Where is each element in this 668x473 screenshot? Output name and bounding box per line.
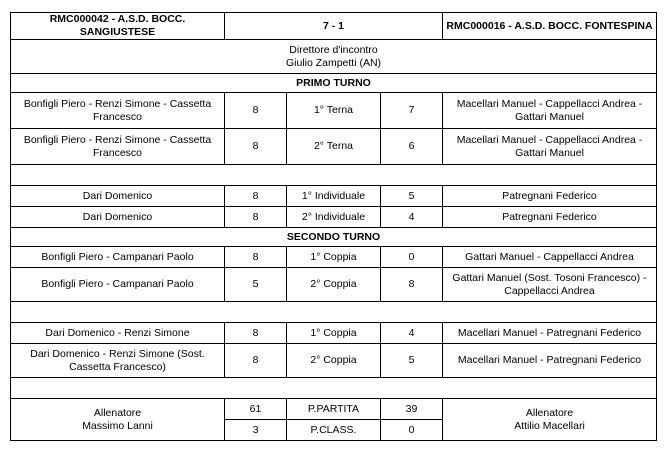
away-partita-points: 39 [381, 399, 443, 420]
away-score: 5 [381, 344, 443, 378]
totals-row [11, 399, 657, 420]
home-score: 8 [225, 129, 287, 165]
home-players: Bonfigli Piero - Renzi Simone - Cassetta Francesco [11, 129, 225, 165]
home-coach-cell [11, 399, 225, 441]
home-score: 8 [225, 93, 287, 129]
away-coach-label: Allenatore [525, 406, 574, 419]
home-team: RMC000042 - A.S.D. BOCC. SANGIUSTESE [11, 13, 225, 40]
away-players: Macellari Manuel - Cappellacci Andrea - Gattari Manuel [443, 129, 657, 165]
home-coach-name: Massimo Lanni [82, 419, 153, 432]
home-players: Bonfigli Piero - Campanari Paolo [11, 247, 225, 268]
spacer-row [11, 302, 657, 323]
match-score: 7 - 1 [225, 13, 443, 40]
second-round-title: SECONDO TURNO [11, 228, 657, 247]
game-row [11, 207, 657, 228]
away-players: Patregnani Federico [443, 207, 657, 228]
home-players: Bonfigli Piero - Campanari Paolo [11, 268, 225, 302]
game-type: 2° Terna [287, 129, 381, 165]
away-score: 8 [381, 268, 443, 302]
section-row [11, 228, 657, 247]
game-type: 1° Coppia [287, 247, 381, 268]
home-coach-label: Allenatore [93, 406, 142, 419]
away-coach-cell [443, 399, 657, 441]
away-score: 5 [381, 186, 443, 207]
match-report-table [10, 12, 657, 441]
home-players: Dari Domenico [11, 186, 225, 207]
section-row [11, 74, 657, 93]
director-label: Direttore d'incontro [289, 43, 378, 56]
partita-label: P.PARTITA [287, 399, 381, 420]
away-players: Macellari Manuel - Patregnani Federico [443, 344, 657, 378]
spacer-cell [11, 165, 657, 186]
away-score: 6 [381, 129, 443, 165]
home-score: 8 [225, 247, 287, 268]
game-row [11, 247, 657, 268]
director-row [11, 40, 657, 74]
home-score: 8 [225, 207, 287, 228]
game-type: 2° Individuale [287, 207, 381, 228]
director-name: Giulio Zampetti (AN) [285, 56, 382, 69]
game-type: 1° Coppia [287, 323, 381, 344]
home-score: 5 [225, 268, 287, 302]
game-type: 1° Individuale [287, 186, 381, 207]
game-row [11, 268, 657, 302]
home-class-points: 3 [225, 420, 287, 441]
away-players: Gattari Manuel - Cappellacci Andrea [443, 247, 657, 268]
game-row [11, 186, 657, 207]
spacer-cell [11, 378, 657, 399]
away-score: 4 [381, 323, 443, 344]
game-type: 1° Terna [287, 93, 381, 129]
home-players: Dari Domenico - Renzi Simone [11, 323, 225, 344]
header-row [11, 13, 657, 40]
game-row [11, 323, 657, 344]
spacer-cell [11, 302, 657, 323]
home-players: Dari Domenico [11, 207, 225, 228]
home-score: 8 [225, 323, 287, 344]
class-label: P.CLASS. [287, 420, 381, 441]
director-cell [11, 40, 657, 74]
away-players: Macellari Manuel - Cappellacci Andrea - Gattari Manuel [443, 93, 657, 129]
first-round-title: PRIMO TURNO [11, 74, 657, 93]
game-type: 2° Coppia [287, 344, 381, 378]
away-score: 7 [381, 93, 443, 129]
home-score: 8 [225, 344, 287, 378]
game-type: 2° Coppia [287, 268, 381, 302]
game-row [11, 93, 657, 129]
away-players: Macellari Manuel - Patregnani Federico [443, 323, 657, 344]
away-players: Patregnani Federico [443, 186, 657, 207]
away-players: Gattari Manuel (Sost. Tosoni Francesco) - Cappellacci Andrea [443, 268, 657, 302]
home-score: 8 [225, 186, 287, 207]
away-class-points: 0 [381, 420, 443, 441]
game-row [11, 344, 657, 378]
away-score: 4 [381, 207, 443, 228]
away-team: RMC000016 - A.S.D. BOCC. FONTESPINA [443, 13, 657, 40]
spacer-row [11, 378, 657, 399]
home-players: Bonfigli Piero - Renzi Simone - Cassetta Francesco [11, 93, 225, 129]
game-row [11, 129, 657, 165]
home-players: Dari Domenico - Renzi Simone (Sost. Cassetta Francesco) [11, 344, 225, 378]
spacer-row [11, 165, 657, 186]
home-partita-points: 61 [225, 399, 287, 420]
away-score: 0 [381, 247, 443, 268]
away-coach-name: Attilio Macellari [514, 419, 585, 432]
